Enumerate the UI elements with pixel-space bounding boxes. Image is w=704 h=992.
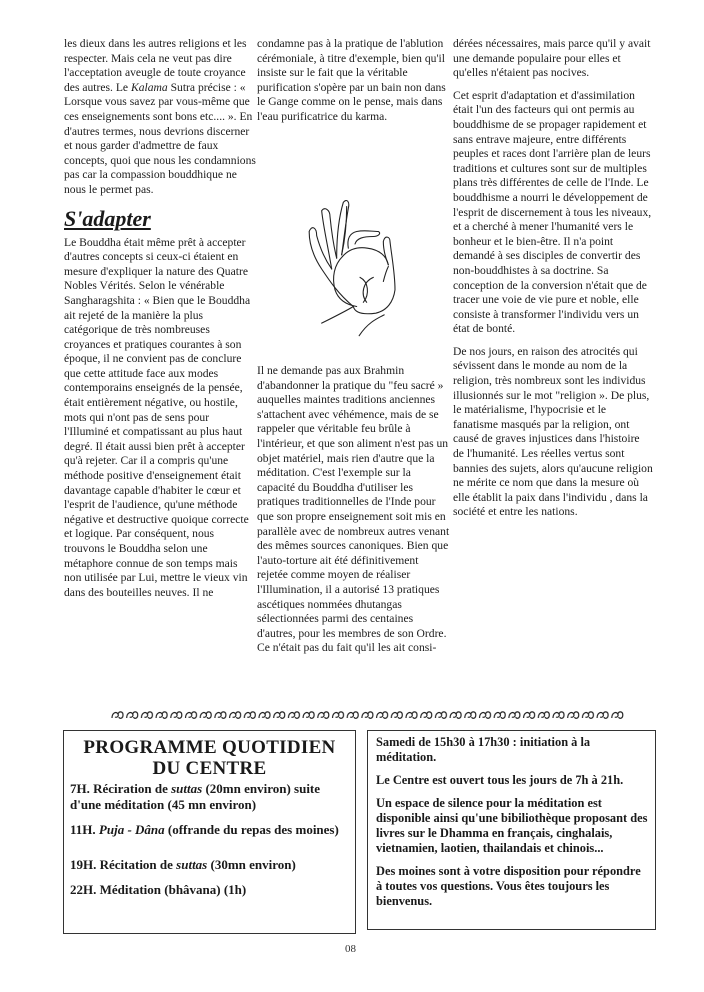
programme-time: 19H. (70, 857, 97, 872)
programme-item (70, 882, 349, 898)
col1-p1-text: les dieux dans les autres religions et les respecter. Mais cela ne veut pas dire l'acceptation aveugle de toute croyance des autres. Le (64, 37, 247, 94)
kalama-italic: Kalama (130, 80, 168, 94)
programme-italic: suttas (176, 857, 208, 872)
col1-paragraph-2: Le Bouddha était même prêt à accepter d'autres concepts si ceux-ci étaient en mesure d'expliquer la nature des Quatre Nobles Vérités. Selon le vénérable Sangharagshita : « Bien que le Bouddha ait rejeté de la manière la plus catégorique de très nombreuses croyances et pratiques courantes à son époque, il ne convient pas de conclure que cette attitude face aux modes contemporains enseignés de la pensée, était entièrement négative, ou hostile, mots qui n'ont pas de sens pour l'Illuminé et compatissant au plus haut degré. Il était aussi bien prêt à accepter qu'à rejeter. Car il a compris qu'une méthode positive d'enseignement était davantage capable d'habiter le cœur et l'esprit de l'audience, qu'une méthode négative et destructive quoique correcte et logique. Par conséquent, nous trouvons le Bouddha selon une métaphore connue de son temps mais non utilisée par Lui, mettre le vieux vin dans des bouteilles neuves. Il ne (64, 235, 251, 599)
programme-title-line-2: DU CENTRE (152, 758, 267, 779)
programme-item (70, 857, 349, 873)
programme-text-end: (30mn environ) (207, 857, 296, 872)
column-1 (64, 37, 256, 608)
programme-italic: Puja - Dâna (98, 822, 165, 837)
programme-title (64, 737, 355, 779)
programme-item (70, 822, 349, 838)
col3-paragraph-2: Cet esprit d'adaptation et d'assimilation était l'un des facteurs qui ont permis au bouddhisme de se propager rapidement et sans entrave majeure, entre différents peuples et races dont l'arrière plan de leurs traditions et cultures sont sur de multiples plans très différentes de celle de l'Inde. Le bouddhisme a nourri le développement de l'esprit de discernement à tous les niveaux, et a cherché à mener l'humanité vers le bonheur et le bien-être. Il n'a point demandé à ses disciples de convertir des non-bouddhistes à sa doctrine. Sa conception de la conversion n'était que de tracer une voie de vie pure et noble, elle consiste à transformer l'individu vers un état de bonté. (453, 88, 652, 336)
info-item: Le Centre est ouvert tous les jours de 7h à 21h. (376, 773, 624, 787)
page-number: 08 (345, 943, 356, 955)
programme-title-line-1: PROGRAMME QUOTIDIEN (83, 737, 336, 758)
programme-time: 11H. (70, 822, 96, 837)
programme-time: 22H. (70, 882, 97, 897)
col2-paragraph-2: Il ne demande pas aux Brahmin d'abandonner la pratique du "feu sacré » auquelles maintes traditions anciennes s'attachent avec véhémence, mais de se rappeler que véritable feu brûle à l'intérieur, et que son aliment n'est pas un objet matériel, mais rien d'autre que la méditation. C'est l'exemple sur la capacité du Bouddha d'utiliser les pratiques traditionnelles de l'Inde pour que son propre enseignement soit mis en parallèle avec de nombreux autres venant des mêmes sources canoniques. Bien que l'auto-torture ait été définitivement rejetée comme moyen de réaliser l'Illumination, il a autorisé 13 pratiques ascétiques nommées dhutangas sélectionnées parmi des centaines d'autres, pour les membres de son Ordre. Ce n'était pas du fait qu'il les ait consi- (257, 364, 450, 655)
centre-info-box (367, 730, 656, 930)
col3-paragraph-1: dérées nécessaires, mais parce qu'il y avait une demande populaire pour elles et qu'elles n'étaient pas nocives. (453, 37, 651, 80)
programme-text: Réciration de (89, 781, 172, 796)
programme-item (70, 781, 349, 813)
info-item: Des moines sont à votre disposition pour répondre à toutes vos questions. Vous êtes toujours les bienvenus. (376, 864, 641, 908)
mudra-hand-illustration (280, 184, 430, 354)
decorative-border-ornament (110, 708, 625, 722)
programme-italic: suttas (171, 781, 203, 796)
section-heading: S'adapter (64, 205, 151, 231)
column-2 (257, 37, 451, 133)
column-3 (453, 37, 653, 528)
programme-text: Récitation de (96, 857, 177, 872)
col1-paragraph-1 (64, 37, 256, 198)
programme-text-end: (offrande du repas des moines) (164, 822, 339, 837)
col2-paragraph-1: condamne pas à la pratique de l'ablution cérémoniale, à titre d'exemple, bien qu'il insiste sur le fait que la véritable purification s'opère par un bain non dans le Gange comme on le pense, mais dans l'eau purificatrice du karma. (257, 37, 446, 123)
spacer (64, 847, 355, 857)
programme-time: 7H. (70, 781, 90, 796)
programme-text: Méditation (bhâvana) (1h) (96, 882, 247, 897)
info-item: Un espace de silence pour la méditation est disponible ainsi qu'une bibiliothèque proposant des livres sur le Dhamma en français, cinghalais, vietnamien, laotien, thailandais et chinois... (376, 796, 648, 855)
daily-programme-box (63, 730, 356, 934)
info-item: Samedi de 15h30 à 17h30 : initiation à la méditation. (376, 735, 591, 764)
programme-text-end: (20mn environ) suite d'une méditation (45 mn environ) (70, 781, 321, 812)
col1-p1-end: Sutra précise : « Lorsque vous savez par vous-même que ces enseignements sont bons etc.... ». En d'autres termes, nous devrions discerner et nous garder d'admettre de faux concepts, quoi que nous les condamnions pas car la compassion bouddhique ne nous le permet pas. (64, 80, 256, 196)
ornament-pattern-icon (110, 708, 625, 722)
col3-paragraph-3: De nos jours, en raison des atrocités qui sévissent dans le monde au nom de la religion, très nombreux sont les individus illusionnés sur le mot "religion ». De plus, le matérialisme, l'hypocrisie et le fanatisme masqués par la religion, ont causé de graves injustices dans l'histoire de l'humanité. Les réelles vertus sont bannies des sujets, alors qu'aucune religion ne mérite ce nom que dans la mesure où elle établit la paix dans l'individu , dans la société et entre les nations. (453, 344, 653, 519)
